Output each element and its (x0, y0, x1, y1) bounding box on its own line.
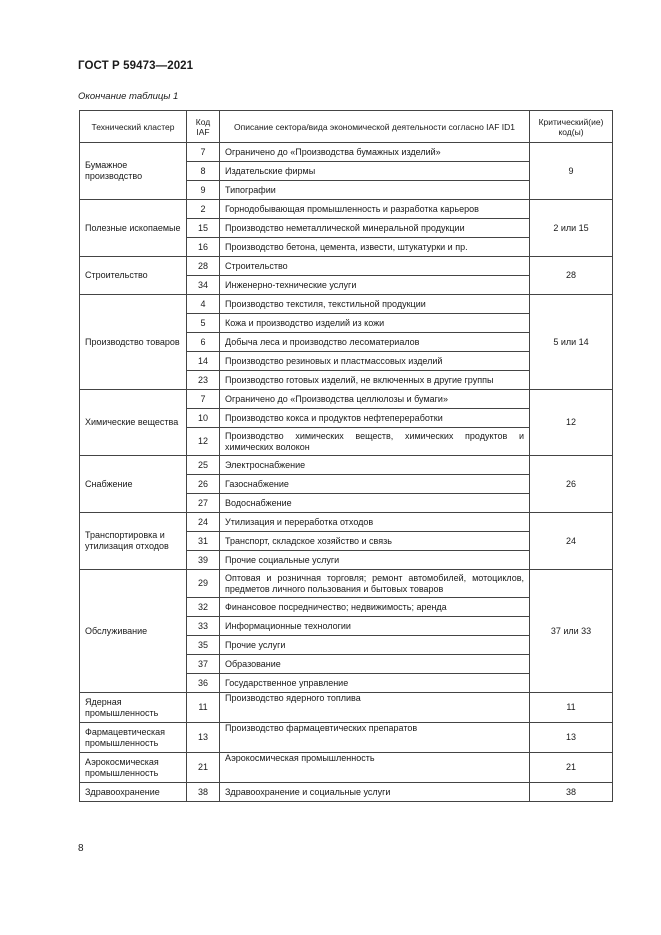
code-cell: 14 (187, 352, 220, 371)
critical-code-cell: 37 или 33 (530, 570, 613, 693)
code-cell: 2 (187, 200, 220, 219)
table-row (80, 753, 613, 783)
cluster-cell: Транспортировка и утилизация отходов (80, 513, 187, 570)
code-cell: 26 (187, 475, 220, 494)
table-row (80, 390, 613, 409)
table-row (80, 295, 613, 314)
description-cell: Информационные технологии (220, 617, 530, 636)
column-header-critical: Критический(ие) код(ы) (530, 111, 613, 143)
critical-code-cell: 26 (530, 456, 613, 513)
description-cell: Строительство (220, 257, 530, 276)
critical-code-cell: 12 (530, 390, 613, 456)
code-cell: 23 (187, 371, 220, 390)
code-cell: 6 (187, 333, 220, 352)
description-cell: Производство ядерного топлива (220, 693, 530, 723)
description-cell: Кожа и производство изделий из кожи (220, 314, 530, 333)
code-cell: 4 (187, 295, 220, 314)
code-cell: 34 (187, 276, 220, 295)
cluster-cell: Обслуживание (80, 570, 187, 693)
table-row (80, 570, 613, 598)
cluster-cell: Строительство (80, 257, 187, 295)
table-row (80, 257, 613, 276)
cluster-cell: Бумажное производство (80, 143, 187, 200)
table-header-row (80, 111, 613, 143)
code-cell: 35 (187, 636, 220, 655)
critical-code-cell: 11 (530, 693, 613, 723)
cluster-cell: Снабжение (80, 456, 187, 513)
cluster-cell: Производство товаров (80, 295, 187, 390)
code-cell: 15 (187, 219, 220, 238)
document-id: ГОСТ Р 59473—2021 (78, 60, 194, 72)
description-cell: Издательские фирмы (220, 162, 530, 181)
description-cell: Производство неметаллической минеральной продукции (220, 219, 530, 238)
code-cell: 27 (187, 494, 220, 513)
description-cell: Ограничено до «Производства бумажных изделий» (220, 143, 530, 162)
description-cell: Прочие услуги (220, 636, 530, 655)
code-cell: 21 (187, 753, 220, 783)
description-cell: Финансовое посредничество; недвижимость; аренда (220, 598, 530, 617)
code-cell: 29 (187, 570, 220, 598)
description-cell: Инженерно-технические услуги (220, 276, 530, 295)
critical-code-cell: 21 (530, 753, 613, 783)
critical-code-cell: 28 (530, 257, 613, 295)
description-cell: Государственное управление (220, 674, 530, 693)
description-cell: Прочие социальные услуги (220, 551, 530, 570)
description-cell: Производство химических веществ, химических продуктов и химических волокон (220, 428, 530, 456)
critical-code-cell: 5 или 14 (530, 295, 613, 390)
code-cell: 13 (187, 723, 220, 753)
code-cell: 5 (187, 314, 220, 333)
code-cell: 7 (187, 143, 220, 162)
code-cell: 11 (187, 693, 220, 723)
code-cell: 9 (187, 181, 220, 200)
description-cell: Производство фармацевтических препаратов (220, 723, 530, 753)
table-row (80, 513, 613, 532)
table-row (80, 143, 613, 162)
cluster-cell: Полезные ископаемые (80, 200, 187, 257)
critical-code-cell: 9 (530, 143, 613, 200)
description-cell: Газоснабжение (220, 475, 530, 494)
table-row (80, 783, 613, 802)
description-cell: Аэрокосмическая промышленность (220, 753, 530, 783)
column-header-description: Описание сектора/вида экономической деятельности согласно IAF ID1 (220, 111, 530, 143)
code-cell: 12 (187, 428, 220, 456)
description-cell: Ограничено до «Производства целлюлозы и бумаги» (220, 390, 530, 409)
description-cell: Добыча леса и производство лесоматериалов (220, 333, 530, 352)
code-cell: 28 (187, 257, 220, 276)
column-header-code: Код IAF (187, 111, 220, 143)
description-cell: Утилизация и переработка отходов (220, 513, 530, 532)
critical-code-cell: 24 (530, 513, 613, 570)
table-row (80, 693, 613, 723)
description-cell: Образование (220, 655, 530, 674)
critical-code-cell: 38 (530, 783, 613, 802)
cluster-cell: Аэрокосмическая промышленность (80, 753, 187, 783)
cluster-cell: Здравоохранение (80, 783, 187, 802)
description-cell: Производство бетона, цемента, извести, штукатурки и пр. (220, 238, 530, 257)
page-number: 8 (78, 843, 84, 854)
description-cell: Транспорт, складское хозяйство и связь (220, 532, 530, 551)
description-cell: Оптовая и розничная торговля; ремонт автомобилей, мотоциклов, предметов личного пользования и бытовых товаров (220, 570, 530, 598)
code-cell: 37 (187, 655, 220, 674)
code-cell: 33 (187, 617, 220, 636)
description-cell: Здравоохранение и социальные услуги (220, 783, 530, 802)
description-cell: Электроснабжение (220, 456, 530, 475)
code-cell: 10 (187, 409, 220, 428)
column-header-cluster: Технический кластер (80, 111, 187, 143)
table-row (80, 723, 613, 753)
iaf-codes-table (79, 110, 613, 802)
code-cell: 36 (187, 674, 220, 693)
description-cell: Типографии (220, 181, 530, 200)
description-cell: Производство готовых изделий, не включенных в другие группы (220, 371, 530, 390)
description-cell: Горнодобывающая промышленность и разработка карьеров (220, 200, 530, 219)
cluster-cell: Фармацевтическая промышленность (80, 723, 187, 753)
code-cell: 24 (187, 513, 220, 532)
critical-code-cell: 13 (530, 723, 613, 753)
table-row (80, 456, 613, 475)
code-cell: 31 (187, 532, 220, 551)
code-cell: 8 (187, 162, 220, 181)
code-cell: 39 (187, 551, 220, 570)
code-cell: 38 (187, 783, 220, 802)
cluster-cell: Ядерная промышленность (80, 693, 187, 723)
table-caption: Окончание таблицы 1 (78, 91, 179, 102)
table-row (80, 200, 613, 219)
code-cell: 7 (187, 390, 220, 409)
code-cell: 32 (187, 598, 220, 617)
critical-code-cell: 2 или 15 (530, 200, 613, 257)
description-cell: Производство текстиля, текстильной продукции (220, 295, 530, 314)
description-cell: Производство резиновых и пластмассовых изделий (220, 352, 530, 371)
code-cell: 25 (187, 456, 220, 475)
code-cell: 16 (187, 238, 220, 257)
description-cell: Водоснабжение (220, 494, 530, 513)
cluster-cell: Химические вещества (80, 390, 187, 456)
description-cell: Производство кокса и продуктов нефтепереработки (220, 409, 530, 428)
